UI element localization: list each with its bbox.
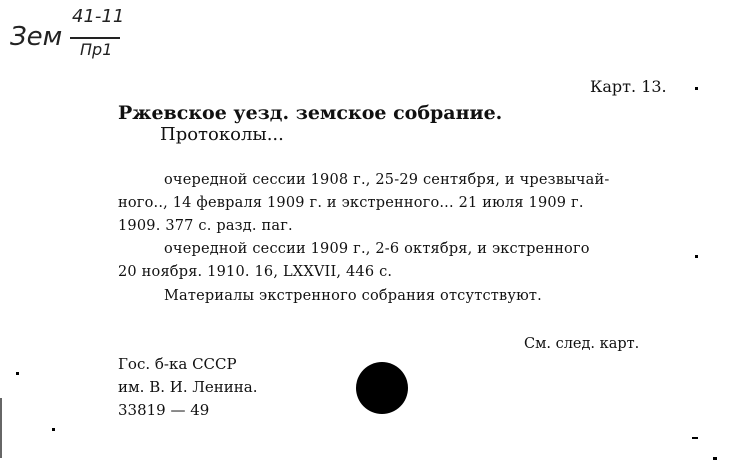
body-line-2: ного.., 14 февраля 1909 г. и экстренного... 21 июля 1909 г.	[118, 195, 584, 211]
library-stamp-line-1: Гос. б-ка СССР	[118, 355, 237, 373]
scan-speck	[695, 87, 698, 90]
handwritten-shelfmark-numerator: 41-11	[72, 6, 125, 27]
record-subtitle: Протоколы...	[160, 124, 284, 145]
card-punch-hole	[356, 362, 408, 414]
handwritten-fraction-bar	[70, 37, 120, 39]
body-line-3: 1909. 377 с. разд. паг.	[118, 218, 293, 234]
scan-speck	[16, 372, 19, 375]
body-line-5: 20 ноября. 1910. 16, LXXVII, 446 с.	[118, 264, 393, 280]
library-stamp-line-3: 33819 — 49	[118, 401, 210, 419]
handwritten-shelfmark-denominator: Пр1	[80, 40, 113, 59]
body-line-6: Материалы экстренного собрания отсутствуют.	[164, 288, 542, 304]
scan-speck	[0, 398, 2, 458]
record-title: Ржевское уезд. земское собрание.	[118, 102, 503, 124]
handwritten-shelfmark-prefix: Зем	[10, 22, 63, 52]
body-line-1: очередной сессии 1908 г., 25-29 сентября, и чрезвычай-	[164, 172, 610, 188]
body-line-4: очередной сессии 1909 г., 2-6 октября, и экстренного	[164, 241, 590, 257]
scan-speck	[713, 457, 717, 460]
see-next-card-note: См. след. карт.	[524, 336, 640, 352]
library-stamp-line-2: им. В. И. Ленина.	[118, 378, 258, 396]
scan-speck	[52, 428, 55, 431]
scan-speck	[692, 437, 698, 439]
card-number: Карт. 13.	[590, 77, 667, 96]
scan-speck	[695, 255, 698, 258]
